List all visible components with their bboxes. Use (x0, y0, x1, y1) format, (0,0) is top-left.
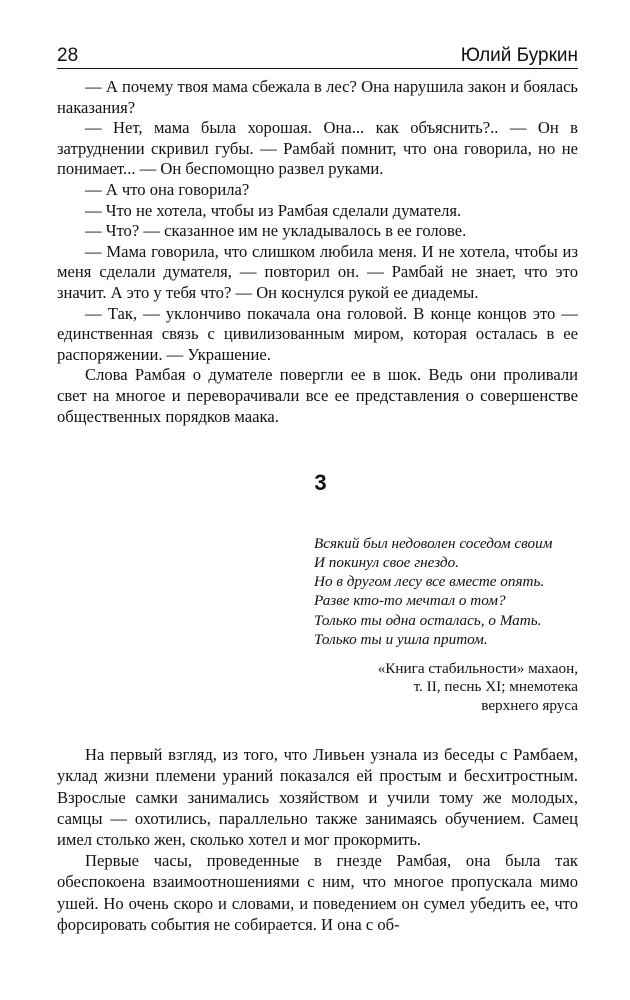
epigraph-line: Всякий был недоволен соседом своим (314, 534, 553, 552)
paragraph: На первый взгляд, из того, что Ливьен узнала из беседы с Рамбаем, уклад жизни племени ураний показался ей простым и бесхитростным. Взрослые самки занимались хозяйством и учили тому же молодых, самцы — охотились, параллельно также занимаясь обучением. Самец имел столько жен, сколько хотел и мог прокормить. (57, 745, 578, 849)
paragraph: — Что? — сказанное им не укладывалось в ее голове. (85, 221, 467, 241)
epigraph-line: Но в другом лесу все вместе опять. (314, 573, 545, 591)
text-body (57, 77, 578, 427)
paragraph: — А почему твоя мама сбежала в лес? Она нарушила закон и боялась наказания? (57, 77, 578, 117)
epigraph-poem (314, 534, 578, 649)
running-header (57, 40, 578, 69)
epigraph-line: Только ты и ушла притом. (314, 630, 488, 648)
source-line: т. II, песнь XI; мнемотека (413, 678, 578, 696)
running-head-author: Юлий Буркин (460, 45, 578, 66)
book-page (57, 40, 578, 935)
paragraph: Слова Рамбая о думателе повергли ее в шок. Ведь они проливали свет на многое и переворачивали все ее представления о совершенстве общественных порядков маака. (57, 365, 578, 426)
paragraph: — Так, — уклончиво покачала она головой. В конце концов это — единственная связь с цивилизованным миром, которая осталась в ее распоряжении. — Украшение. (57, 303, 578, 364)
epigraph-line: И покинул свое гнездо. (314, 553, 459, 571)
chapter-text (57, 744, 578, 935)
source-line: «Книга стабильности» махаон, (377, 659, 578, 677)
epigraph-line: Разве кто-то мечтал о том? (314, 592, 506, 610)
paragraph: Первые часы, проведенные в гнезде Рамбая, она была так обеспокоена взаимоотношениями с ним, что многое пропускала мимо ушей. Но очень скоро и словами, и поведением он сумел убедить ее, что форсировать события не собирается. И она с об- (57, 851, 578, 934)
paragraph: — Нет, мама была хорошая. Она... как объяснить?.. — Он в затруднении скривил губы. — Рамбай помнит, что она говорила, но не понимает... — Он беспомощно развел руками. (57, 118, 578, 179)
epigraph-line: Только ты одна осталась, о Мать. (314, 611, 542, 629)
source-line: верхнего яруса (481, 696, 578, 714)
paragraph: — Мама говорила, что слишком любила меня. И не хотела, чтобы из меня сделали думателя, — повторил он. — Рамбай не знает, что это значит. А это у тебя что? — Он коснулся рукой ее диадемы. (57, 241, 578, 302)
paragraph: — Что не хотела, чтобы из Рамбая сделали думателя. (85, 200, 462, 220)
page-number: 28 (57, 45, 79, 66)
paragraph: — А что она говорила? (85, 179, 250, 199)
chapter-number: 3 (314, 470, 327, 496)
epigraph-source (57, 660, 578, 715)
